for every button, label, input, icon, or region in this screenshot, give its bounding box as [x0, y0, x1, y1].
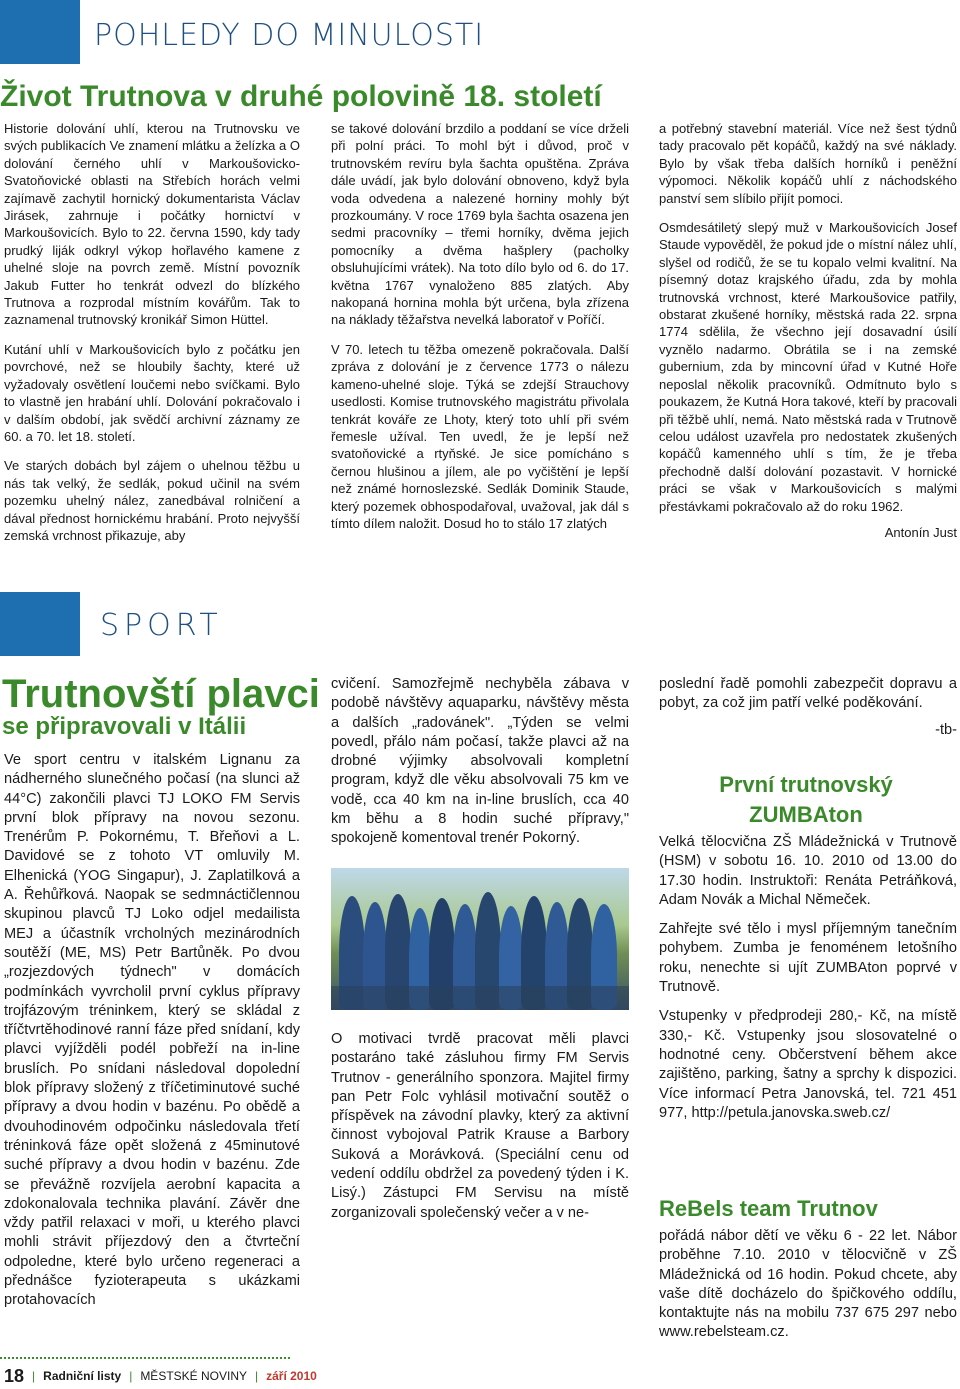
article-column-2	[331, 675, 629, 859]
paragraph: Ve starých dobách byl zájem o uhelnou těžbu u nás tak velký, že sedlák, pokud učinil na svém pozemku uhelný nález, zanedbával rolničení a dával přednost hornickému hrabání. Proto nejvyšší zemská vrchnost přikazuje, aby	[4, 458, 300, 543]
section-title: SPORT	[100, 608, 223, 643]
page-number: 18	[4, 1365, 25, 1386]
article-column-2-lower	[331, 1030, 629, 1233]
article-body	[659, 833, 957, 1133]
paragraph: Ve sport centru v italském Lignanu za nádherného slunečného počasí (na slunci až 44°C) zakončili plavci TJ LOKO FM Servis první blok přípravy na novou sezonu. Trenérům P. Pokornému, T. Břeňovi a L. Davidové se z tohoto VT omluvily M. Elhenická (YOG Singapur), J. Zaplatilková a A. Řehůřková. Naopak se sedmnáctičlennou skupinou plavců TJ Loko odjel medailista MEJ a účastník vrcholných mezinárodních soutěží (ME, MS) Petr Bartůněk. Po dvou „rozjezdových týdnech" v domácích podmínkách vyvrcholil první cyklus přípravy trojfázovým tréninkem, který se skládal z tříčtvrtěhodinové ranní fáze před snídaní, kdy plavci vyjížděli podél pobřeží na in-line bruslích. Po snídani následoval dopolední blok přípravy složený z tříčetiminutové suché přípravy a dvou hodin v bazénu. Po obědě a dvouhodinovém odpočinku následovala třetí tréninková fáze opět složená z 45minutové suché přípravy a dvou hodin v bazénu. Zde se převážně rozvíjela aerobní kapacita a zdokonalovala technika plavání. Závěr dne vždy patřil relaxaci v moři, u kterého plavci mohli strávit příjezdový den a čtvrteční odpoledne, které bylo určeno regeneraci a přednášce fyzioterapeuta s ukázkami protahovacích	[4, 752, 300, 1309]
paragraph: Zahřejte své tělo i mysl příjemným tanečním pohybem. Zumba je fenoménem letošního roku, nenechte si ujít ZUMBAton poprvé v Trutnově.	[659, 921, 957, 996]
article-body	[659, 1227, 957, 1353]
paragraph: cvičení. Samozřejmě nechyběla zábava v podobě návštěvy aquaparku, návštěvy města a dalších „radovánek". „Týden se velmi povedl, přálo nám počasí, takže plavci až na drobné výjimky absolvovali kompletní program, když dle věku absolvovali 75 km ve vodě, cca 40 km na in-line bruslích, cca 40 km běhu a 8 hodin suché přípravy," spokojeně komentoval trenér Pokorný.	[331, 676, 629, 847]
paragraph: Osmdesátiletý slepý muž v Markoušovicích Josef Staude vypověděl, že pokud jde o místní nález uhlí, slyšel od rodičů, že se tu kopalo velmi kvalitní. Na písemný dotaz krajského úřadu, zda by mohla trutnovská vrchnost, které Markoušovice patřily, obstarat zkušené horníky, městská rada 22. srpna 1774 sdělila, že všechno její dosavadní úsilí vyznělo nadarmo. Obrátila se i na zemské gubernium, zda by mincovní úřad v Kutné Hoře neposlal několik pracovníků. Odmítnuto bylo s poukazem, že Kutná Hora takové, kteří by pracovali při těžbě uhlí, nemá. Nato městská rada v Trutnově celou událost uzavřela pro nedostatek zkušených kopáčů kamenného uhlí s tím, že je třeba přechodně další dolování pozastavit. V hornické práci se však v Markoušovicích s malými přestávkami pokračovalo až do roku 1962.	[659, 220, 957, 514]
publication-name: Radniční listy	[43, 1369, 122, 1383]
author: Antonín Just	[884, 524, 957, 540]
article-column-1	[4, 120, 300, 556]
article-column-3	[659, 675, 957, 738]
article-headline: Trutnovští plavci	[2, 672, 320, 716]
paragraph: poslední řadě pomohli zabezpečit dopravu a pobyt, za což jim patří velké poděkování.	[659, 676, 957, 712]
paragraph: a potřebný stavební materiál. Více než šest týdnů tady pracovalo pět kopáčů, každý na své náklady. Bylo by však třeba dalších horníků i peněžní výpomoci. Několik kopáčů uhlí z náchodského panství sem slíbilo přijít pomoci.	[659, 121, 957, 206]
paragraph: se takové dolování brzdilo a poddaní se více drželi při polní práci. To mohl být i důvod, proč v trutnovském revíru byla šachta opuštěna. Zpráva dále uvádí, jak bylo dolování obnoveno, když byla voda odvedena a nalezené horniny mohly být prozkoumány. V roce 1769 byla šachta osazena jen sedmi pracovníky – třemi horníky, dvěma jejich pomocníky a dvěma hašplery (pacholky obsluhujícími vrátek). Na toto dílo bylo od 6. do 17. května 1767 vynaloženo 885 zlatých. Aby nakopaná hornina mohla být určena, byla zřízena na náklady těžařstva nevelká laboratoř v Poříčí.	[331, 121, 629, 328]
paragraph: Velká tělocvična ZŠ Mládežnická v Trutnově (HSM) v sobotu 16. 10. 2010 od 13.00 do 17.30 hodin. Instruktoři: Renáta Petráňková, Adam Novák a Michal Němeček.	[659, 834, 957, 908]
section-header-bar	[0, 0, 80, 64]
team-photo	[331, 868, 629, 1010]
issue-date: září 2010	[266, 1369, 317, 1383]
footer-divider	[0, 1357, 290, 1359]
section-header-bar	[0, 592, 80, 656]
article-headline: ReBels team Trutnov	[659, 1196, 878, 1221]
article-column-1	[4, 751, 300, 1321]
article-subheadline: se připravovali v Itálii	[2, 713, 247, 740]
paragraph: pořádá nábor dětí ve věku 6 - 22 let. Nábor proběhne 7.10. 2010 v tělocvičně v ZŠ Mládežnická od 16 hodin. Pokud chcete, aby vaše dítě docházelo do špičkového oddílu, kontaktujte nás na mobilu 737 675 297 nebo www.rebelsteam.cz.	[659, 1228, 957, 1341]
page-footer: 18 | Radniční listy | MĚSTSKÉ NOVINY | září 2010	[4, 1365, 317, 1386]
article-column-3	[659, 120, 957, 540]
paragraph: O motivaci tvrdě pracovat měli plavci postaráno také zásluhou firmy FM Servis Trutnov - generálního sponzora. Majitel firmy pan Petr Folc vyhlásil motivační soutěž o příspěvek na závodní plavky, který za aktivní činnost vybojoval Patrik Krause a Barbory Suková a Morávková. (Speciální cenu od vedení oddílu obdržel za povedený týden i K. Lisý.) Zástupci FM Servisu na místě zorganizovali společenský večer a v ne-	[331, 1031, 629, 1221]
publication-subtitle: MĚSTSKÉ NOVINY	[140, 1369, 247, 1383]
section-title: POHLEDY DO MINULOSTI	[94, 18, 485, 53]
article-column-2	[331, 120, 629, 544]
author: -tb-	[935, 721, 957, 738]
paragraph: Vstupenky v předprodeji 280,- Kč, na místě 330,- Kč. Vstupenky jsou slosovatelné o hodnotné ceny. Občerstvení během akce zajištěno, parking, šatny a sprchy k dispozici. Více informací Petra Janovská, tel. 721 451 977, http://petula.janovska.sweb.cz/	[659, 1008, 957, 1121]
article-headline: První trutnovský ZUMBAton	[719, 772, 893, 827]
paragraph: V 70. letech tu těžba omezeně pokračovala. Další zpráva z dolování je z července 1773 o nálezu kameno-uhelné sloje. Týká se zdejší Strauchovy usedlosti. Komise trutnovského magistrátu přivolala tenkrát kováře ze Lhoty, který toto uhlí při svém řemesle užíval. Ten uvedl, že je lepší než svatoňovické a rtyňské. Je sice pomícháno s černou hlušinou a jílem, ale po vyčištění je lepší než známé hornoslezské. Sedlák Dominik Staude, který pozemek obhospodařoval, uvažoval, jak dál s tímto dílem naložit. Dosud ho to stálo 17 zlatých	[331, 341, 629, 531]
article-headline: Život Trutnova v druhé polovině 18. století	[0, 80, 602, 113]
paragraph: Kutání uhlí v Markoušovicích bylo z počátku jen povrchové, než se hloubily šachty, které už vyžadovaly osvětlení loučemi nebo svíčkami. Bylo to vlastně jen hrabání uhlí. Dolování pokračovalo i v dalším období, jak svědčí archivní záznamy ze 60. a 70. let 18. století.	[4, 341, 300, 444]
paragraph: Historie dolování uhlí, kterou na Trutnovsku ve svých publikacích Ve znamení mlátku a želízka a O dolování černého uhlí v Markoušovicko-Svatoňovické oblasti na Střebích horách velmi zajímavě zachytil hornický dokumentarista Václav Jirásek, zahrnuje i počátky hornictví v Markoušovicích. Bylo to 22. června 1590, kdy tady prudký liják odkryl výkop hořlavého kamene z uhelné sloje na povrch země. Místní povozník Jakub Futter ho tenkrát odvezl do blízkého Trutnova a rozprodal místním kovářům. Tak to zaznamenal trutnovský kronikář Simon Hüttel.	[4, 121, 300, 328]
